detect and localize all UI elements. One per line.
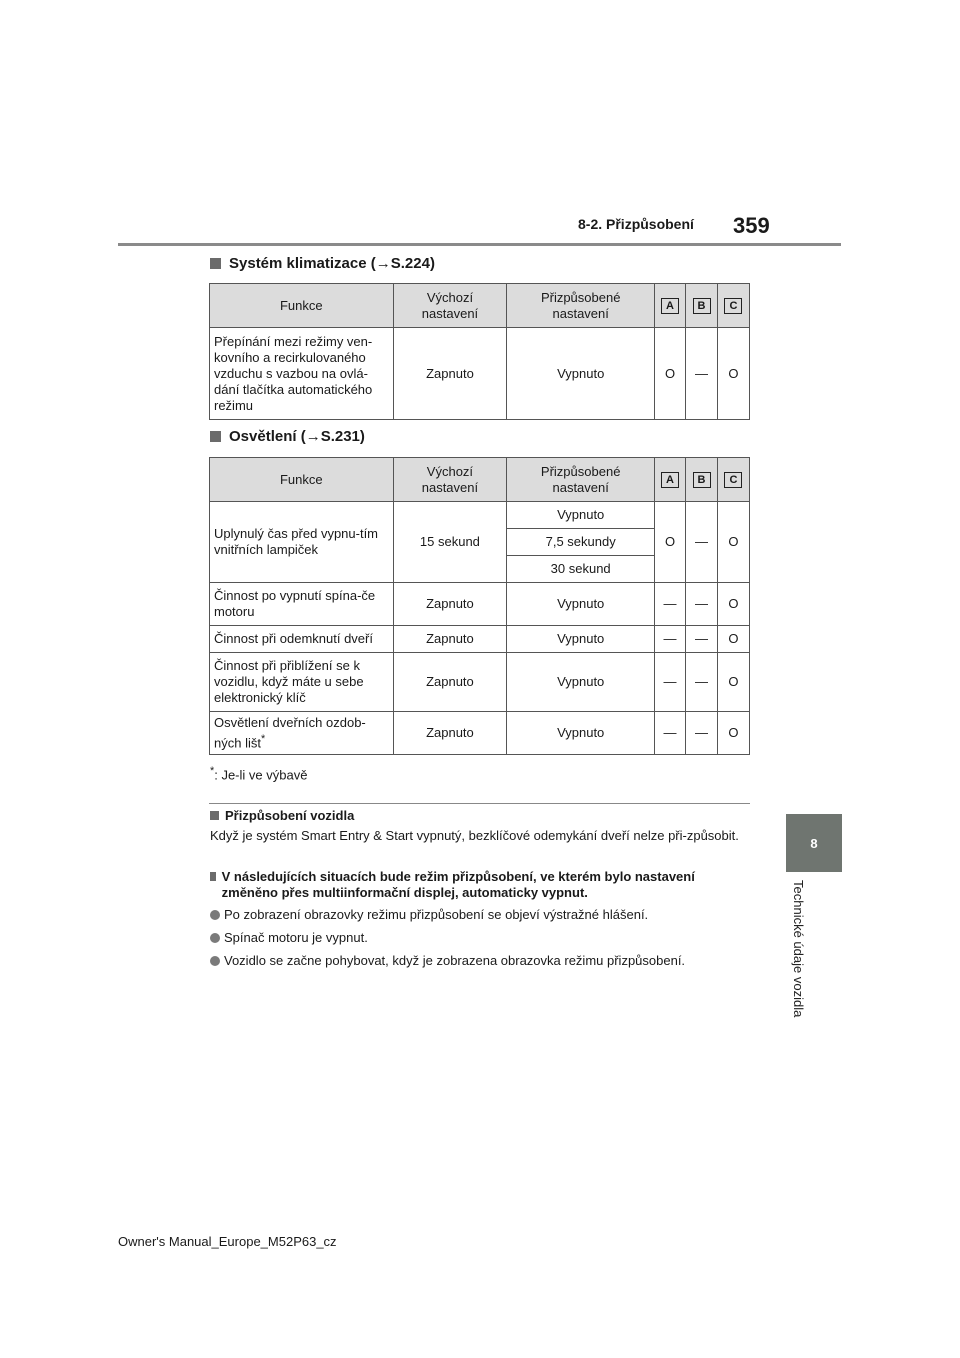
note-body: Když je systém Smart Entry & Start vypnutý, bezklíčové odemykání dveří nelze při-způsobit. — [210, 828, 739, 843]
list-item — [210, 953, 685, 968]
table-header-row — [210, 284, 750, 328]
col-b — [686, 284, 718, 328]
table-row — [210, 626, 750, 653]
header-rule — [118, 243, 841, 246]
cell-option: 30 sekund — [507, 556, 655, 583]
cell-a: — — [655, 626, 686, 653]
round-bullet-icon — [210, 910, 220, 920]
cell-c: O — [717, 712, 749, 755]
note-title-text: Přizpůsobení vozidla — [225, 808, 355, 823]
col-a — [655, 284, 686, 328]
col-vychozi: Výchozí nastavení — [393, 284, 507, 328]
lighting-table — [209, 457, 750, 755]
cell-vychozi: Zapnuto — [393, 626, 507, 653]
cell-a: — — [655, 583, 686, 626]
cell-a: O — [655, 502, 686, 583]
cell-c: O — [717, 502, 749, 583]
letter-c-box: C — [724, 298, 742, 314]
section-title-text: Osvětlení (→S.231) — [229, 428, 365, 445]
note-title-text: V následujících situacích bude režim přizpůsobení, ve kterém bylo nastavení změněno přes multiinformační displej, automaticky vypnut. — [221, 869, 695, 900]
cell-prizp: Vypnuto — [507, 653, 655, 712]
note-title-situations — [210, 869, 750, 901]
cell-prizp: Vypnuto — [507, 328, 655, 420]
round-bullet-icon — [210, 956, 220, 966]
letter-c-box: C — [724, 472, 742, 488]
square-bullet-icon — [210, 431, 221, 442]
cell-b: — — [686, 502, 718, 583]
col-c — [717, 284, 749, 328]
footnote-text: : Je-li ve výbavě — [214, 767, 308, 783]
list-item-text: Spínač motoru je vypnut. — [224, 930, 368, 945]
letter-b-box: B — [693, 472, 711, 488]
cell-funkce: Činnost po vypnutí spína-če motoru — [210, 583, 394, 626]
section-title-climate — [210, 255, 435, 272]
climate-table — [209, 283, 750, 420]
letter-b-box: B — [693, 298, 711, 314]
section-title-text: Systém klimatizace (→S.224) — [229, 255, 435, 272]
col-a — [655, 458, 686, 502]
cell-option: Vypnuto — [507, 502, 655, 529]
table-row — [210, 328, 750, 420]
cell-funkce: Činnost při přiblížení se k vozidlu, když máte u sebe elektronický klíč — [210, 653, 394, 712]
cell-vychozi: Zapnuto — [393, 583, 507, 626]
table-row — [210, 712, 750, 755]
col-vychozi: Výchozí nastavení — [393, 458, 507, 502]
footnote-marker: * — [260, 732, 266, 745]
cell-vychozi: 15 sekund — [393, 502, 507, 583]
cell-b: — — [686, 712, 718, 755]
cell-c: O — [717, 328, 749, 420]
col-prizp: Přizpůsobené nastavení — [507, 284, 655, 328]
page-number: 359 — [733, 213, 770, 238]
footnote-mark: * — [210, 765, 215, 777]
col-c — [717, 458, 749, 502]
chapter-tab — [786, 814, 842, 872]
cell-funkce: Přepínání mezi režimy ven-kovního a recirkulovaného vzduchu s vazbou na ovlá-dání tlačítka automatického režimu — [210, 328, 394, 420]
cell-funkce: Uplynulý čas před vypnu-tím vnitřních lampiček — [210, 502, 394, 583]
cell-prizp: Vypnuto — [507, 626, 655, 653]
list-item — [210, 930, 368, 945]
running-header-section: 8-2. Přizpůsobení — [578, 216, 694, 232]
col-b — [686, 458, 718, 502]
cell-a: O — [655, 328, 686, 420]
cell-funkce — [210, 712, 394, 755]
chapter-number: 8 — [810, 835, 818, 851]
cell-vychozi: Zapnuto — [393, 712, 507, 755]
table-row — [210, 502, 750, 529]
cell-vychozi: Zapnuto — [393, 328, 507, 420]
cell-vychozi: Zapnuto — [393, 653, 507, 712]
cell-b: — — [686, 583, 718, 626]
cell-prizp: Vypnuto — [507, 712, 655, 755]
table-row — [210, 653, 750, 712]
cell-a: — — [655, 653, 686, 712]
cell-c: O — [717, 653, 749, 712]
cell-c: O — [717, 626, 749, 653]
col-prizp: Přizpůsobené nastavení — [507, 458, 655, 502]
table-row — [210, 583, 750, 626]
letter-a-box: A — [661, 298, 679, 314]
note-title-vehicle-customization — [210, 808, 354, 823]
square-bullet-icon — [210, 872, 216, 881]
cell-option: 7,5 sekundy — [507, 529, 655, 556]
footer-manual-id: Owner's Manual_Europe_M52P63_cz — [118, 1234, 337, 1249]
notes-divider — [209, 803, 750, 804]
square-bullet-icon — [210, 258, 221, 269]
cell-funkce-text: Osvětlení dveřních ozdob-ných lišt — [214, 714, 366, 751]
col-funkce: Funkce — [210, 458, 394, 502]
cell-prizp: Vypnuto — [507, 583, 655, 626]
cell-b: — — [686, 626, 718, 653]
cell-a: — — [655, 712, 686, 755]
list-item-text: Vozidlo se začne pohybovat, když je zobrazena obrazovka režimu přizpůsobení. — [224, 953, 686, 968]
chapter-side-label: Technické údaje vozidla — [791, 880, 806, 1018]
cell-c: O — [717, 583, 749, 626]
section-title-lighting — [210, 428, 365, 445]
list-item — [210, 907, 648, 922]
cell-b: — — [686, 653, 718, 712]
cell-b: — — [686, 328, 718, 420]
cell-funkce: Činnost při odemknutí dveří — [210, 626, 394, 653]
table-header-row — [210, 458, 750, 502]
letter-a-box: A — [661, 472, 679, 488]
col-funkce: Funkce — [210, 284, 394, 328]
square-bullet-icon — [210, 811, 219, 820]
table-footnote — [210, 765, 307, 782]
round-bullet-icon — [210, 933, 220, 943]
list-item-text: Po zobrazení obrazovky režimu přizpůsobení se objeví výstražné hlášení. — [224, 907, 649, 922]
